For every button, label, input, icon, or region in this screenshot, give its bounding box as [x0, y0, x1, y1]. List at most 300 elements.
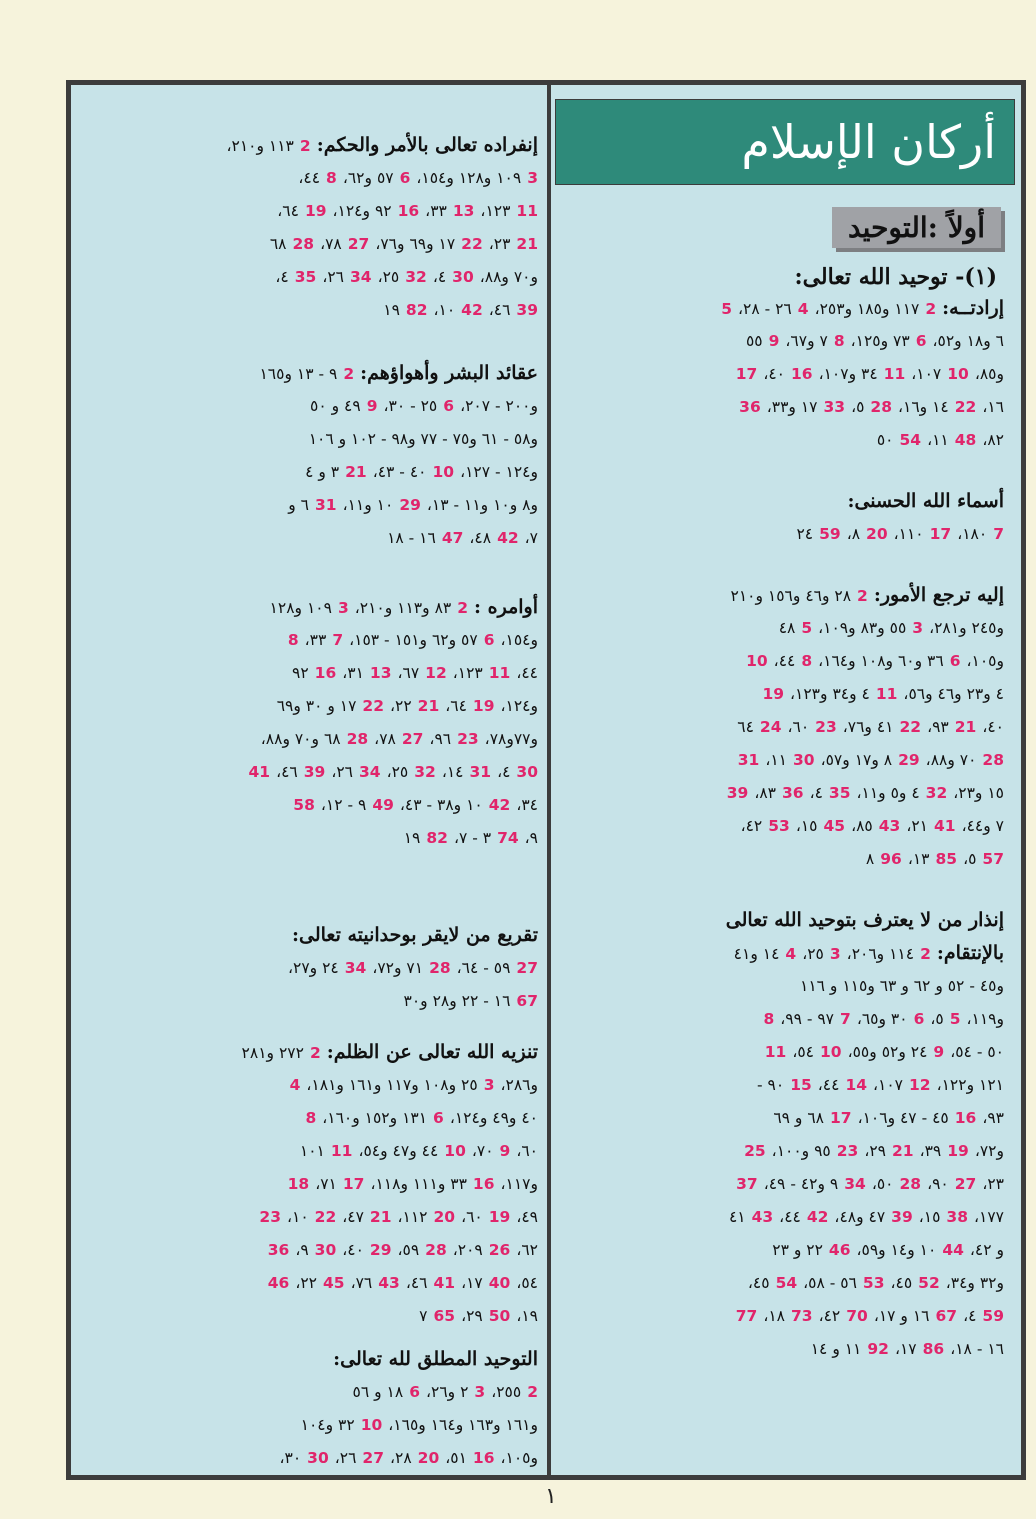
surah-number: 19	[472, 697, 495, 715]
index-line	[563, 1102, 1007, 1135]
index-line	[563, 292, 1007, 325]
surah-number: 12	[425, 664, 447, 682]
verse-numbers: و٧٠ و٨٨،	[479, 268, 538, 286]
surah-number: 32	[414, 763, 436, 781]
surah-number: 21	[345, 463, 367, 481]
verse-numbers: ٧	[419, 1307, 428, 1325]
surah-number: 54	[775, 1274, 798, 1292]
surah-number: 16	[397, 202, 420, 220]
verse-numbers: ١٢٣،	[452, 664, 483, 682]
surah-number: 39	[516, 301, 538, 319]
surah-number: 17	[929, 525, 952, 543]
verse-numbers: ٧ و٦٧،	[785, 332, 828, 350]
verse-numbers: ٤٠،	[342, 1241, 364, 1259]
surah-number: 21	[417, 697, 440, 715]
verse-numbers: و٢٤٥ و٢٨١،	[929, 619, 1004, 637]
verse-numbers: و١٠٥،	[500, 1449, 538, 1467]
surah-number: 21	[954, 718, 977, 736]
verse-numbers: ١١٤ و٢٠٦،	[846, 945, 915, 963]
verse-numbers: ٢٤	[796, 525, 814, 543]
surah-number: 2	[925, 300, 937, 318]
surah-number: 6	[443, 397, 455, 415]
index-line	[81, 261, 541, 294]
verse-numbers: ١٠ و١٤ و٥٩،	[856, 1241, 937, 1259]
index-section	[563, 292, 1007, 457]
verse-numbers: و١٢٤،	[500, 697, 538, 715]
index-line	[563, 1267, 1007, 1300]
verse-numbers: ٢٥ - ٣٠،	[383, 397, 438, 415]
verse-numbers: ٤٨	[778, 619, 796, 637]
surah-number: 9	[768, 332, 780, 350]
verse-numbers: ٥٧ و٦٢،	[342, 169, 394, 187]
verse-numbers: ٥٧ و٦٢ و١٥١ - ١٥٣،	[349, 631, 478, 649]
verse-numbers: ٥،	[851, 398, 865, 416]
verse-numbers: ٧٠،	[471, 1142, 494, 1160]
index-line	[81, 129, 541, 162]
surah-number: 30	[314, 1241, 337, 1259]
verse-numbers: و٣٢ و٣٤،	[945, 1274, 1004, 1292]
verse-numbers: ١٩،	[516, 1307, 538, 1325]
surah-number: 46	[267, 1274, 290, 1292]
surah-number: 54	[899, 431, 922, 449]
verse-numbers: ٤٤،	[817, 1076, 840, 1094]
verse-numbers: ٤٤،	[773, 652, 796, 670]
verse-numbers: ٥٦ - ٥٨،	[803, 1274, 857, 1292]
surah-number: 5	[949, 1010, 961, 1028]
verse-numbers: ٨ و١٧ و٥٧،	[820, 751, 893, 769]
surah-number: 43	[751, 1208, 774, 1226]
verse-numbers: ٣٣،	[304, 631, 327, 649]
verse-numbers: ٤٧ و٤٨،	[834, 1208, 886, 1226]
surah-number: 19	[304, 202, 327, 220]
index-line	[563, 937, 1007, 970]
index-line	[563, 711, 1007, 744]
index-line	[563, 970, 1007, 1003]
surah-number: 3	[474, 1383, 486, 1401]
verse-numbers: ١٧ و ٣٠ و٦٩	[276, 697, 357, 715]
verse-numbers: ١٩	[383, 301, 400, 319]
verse-numbers: ٩،	[295, 1241, 309, 1259]
verse-numbers: ٦٨	[269, 235, 287, 253]
verse-numbers: ١٠٧،	[911, 365, 942, 383]
index-line	[81, 1343, 541, 1376]
surah-number: 18	[287, 1175, 310, 1193]
verse-numbers: ١٥،	[918, 1208, 941, 1226]
verse-numbers: و١١٩،	[966, 1010, 1004, 1028]
surah-number: 13	[369, 664, 392, 682]
index-line	[563, 518, 1007, 551]
verse-numbers: ٦٨ و٧٠ و٨٨،	[260, 730, 341, 748]
surah-number: 34	[350, 268, 372, 286]
surah-number: 25	[744, 1142, 766, 1160]
index-section	[81, 129, 541, 327]
index-section	[563, 904, 1007, 1366]
entry-heading: التوحيد المطلق لله تعالى:	[333, 1348, 538, 1370]
surah-number: 34	[359, 763, 381, 781]
surah-number: 3	[527, 169, 538, 187]
surah-number: 16	[791, 365, 813, 383]
verse-numbers: ٣٠،	[279, 1449, 302, 1467]
verse-numbers: ٤ و٣٤ و١٢٣،	[790, 685, 870, 703]
verse-numbers: ٤،	[275, 268, 289, 286]
surah-number: 50	[488, 1307, 511, 1325]
verse-numbers: و١١٧،	[500, 1175, 538, 1193]
entry-heading: إنفراده تعالى بالأمر والحكم:	[316, 134, 538, 156]
verse-numbers: ٨	[865, 850, 875, 868]
verse-numbers: ٤٠ و٤٩ و١٢٤،	[449, 1109, 538, 1127]
index-line	[81, 1300, 541, 1333]
surah-number: 22	[461, 235, 483, 253]
verse-numbers: ٧٣ و١٢٥،	[850, 332, 910, 350]
surah-number: 23	[815, 718, 837, 736]
index-line	[81, 1201, 541, 1234]
verse-numbers: ٤،	[432, 268, 447, 286]
verse-numbers: ٥٤،	[792, 1043, 815, 1061]
index-line	[81, 624, 541, 657]
surah-number: 23	[836, 1142, 859, 1160]
entry-heading: تنزيه الله تعالى عن الظلم:	[326, 1041, 538, 1063]
surah-number: 14	[845, 1076, 868, 1094]
verse-numbers: ٢٥،	[377, 268, 400, 286]
surah-number: 5	[721, 300, 732, 318]
surah-number: 19	[762, 685, 785, 703]
verse-numbers: ٤٢،	[818, 1307, 841, 1325]
surah-number: 43	[378, 1274, 400, 1292]
verse-numbers: ٧١ و٧٢،	[372, 959, 424, 977]
surah-number: 52	[918, 1274, 940, 1292]
verse-numbers: ٤٠،	[982, 718, 1004, 736]
index-line	[563, 1234, 1007, 1267]
surah-number: 10	[444, 1142, 466, 1160]
verse-numbers: ٥١،	[445, 1449, 467, 1467]
verse-numbers: و٢٨٦،	[500, 1076, 538, 1094]
verse-numbers: ٢٩،	[461, 1307, 483, 1325]
verse-numbers: و٧٧و٧٨،	[484, 730, 538, 748]
entry-heading: إليه ترجع الأمور:	[873, 584, 1004, 606]
surah-number: 96	[880, 850, 902, 868]
verse-numbers: و٨ و١٠ و١١ - ١٣،	[426, 496, 538, 514]
verse-numbers: ١٤ و٤١	[733, 945, 780, 963]
verse-numbers: ٧٨،	[374, 730, 396, 748]
surah-number: 10	[820, 1043, 842, 1061]
verse-numbers: ٩٠ -	[757, 1076, 785, 1094]
verse-numbers: ٢٥،	[802, 945, 824, 963]
surah-number: 8	[305, 1109, 317, 1127]
surah-number: 3	[483, 1076, 495, 1094]
surah-number: 2	[527, 1383, 538, 1401]
verse-numbers: و٥٨ - ٦١ و٧٥ - ٧٧ و٩٨ - ١٠٢ و ١٠٦	[308, 430, 538, 448]
verse-numbers: ٦٤،	[277, 202, 299, 220]
verse-numbers: ٢٢،	[295, 1274, 317, 1292]
index-line	[563, 424, 1007, 457]
verse-numbers: ١٠ و١١،	[342, 496, 394, 514]
verse-numbers: ٦٤،	[445, 697, 467, 715]
verse-numbers: ٧٦،	[350, 1274, 373, 1292]
index-line	[81, 228, 541, 261]
verse-numbers: ٤٤ و٤٧ و٥٤،	[358, 1142, 439, 1160]
verse-numbers: ٢٤ و٥٢ و٥٥،	[847, 1043, 928, 1061]
surah-number: 67	[516, 992, 538, 1010]
surah-number: 82	[426, 829, 448, 847]
surah-number: 2	[343, 365, 355, 383]
verse-numbers: ١٣،	[907, 850, 930, 868]
verse-numbers: ٤٨،	[469, 529, 492, 547]
verse-numbers: ١٦ و ١٧،	[873, 1307, 930, 1325]
verse-numbers: ١٥،	[795, 817, 818, 835]
verse-numbers: ٤٥،	[890, 1274, 913, 1292]
verse-numbers: ١٦ - ١٨،	[950, 1340, 1004, 1358]
banner-title: أركان الإسلام	[741, 115, 996, 169]
surah-number: 28	[899, 1175, 922, 1193]
surah-number: 31	[314, 496, 337, 514]
surah-number: 29	[399, 496, 421, 514]
verse-numbers: ١١٧ و١٨٥ و٢٥٣،	[814, 300, 920, 318]
verse-numbers: ٤ و٥ و١١،	[856, 784, 920, 802]
surah-number: 28	[982, 751, 1004, 769]
left-sections	[81, 129, 541, 1475]
surah-number: 28	[870, 398, 892, 416]
surah-number: 45	[823, 817, 846, 835]
index-section	[563, 579, 1007, 876]
surah-number: 27	[362, 1449, 384, 1467]
surah-number: 34	[344, 959, 367, 977]
verse-numbers: ٢٠٩،	[452, 1241, 483, 1259]
surah-number: 6	[409, 1383, 420, 1401]
verse-numbers: ٢٢،	[390, 697, 412, 715]
surah-number: 29	[369, 1241, 392, 1259]
surah-number: 86	[922, 1340, 945, 1358]
verse-numbers: ٩،	[524, 829, 538, 847]
verse-numbers: و٨٥،	[974, 365, 1004, 383]
surah-number: 30	[452, 268, 474, 286]
verse-numbers: ٣٣ و١١١ و١١٨،	[370, 1175, 467, 1193]
verse-numbers: ٧١،	[315, 1175, 337, 1193]
verse-numbers: ١٢١ و١٢٢،	[936, 1076, 1004, 1094]
surah-number: 21	[516, 235, 538, 253]
surah-number: 22	[362, 697, 384, 715]
surah-number: 39	[303, 763, 326, 781]
verse-numbers: ١٤،	[441, 763, 464, 781]
verse-numbers: ١٦ - ٢٢ و٢٨ و٣٠	[403, 992, 511, 1010]
right-sections	[563, 292, 1007, 1366]
verse-numbers: و ٤٢،	[969, 1241, 1004, 1259]
surah-number: 40	[488, 1274, 511, 1292]
index-line	[563, 1333, 1007, 1366]
verse-numbers: ٤٠ - ٤٣،	[372, 463, 427, 481]
surah-number: 46	[828, 1241, 851, 1259]
verse-numbers: ٩٧ - ٩٩،	[780, 1010, 835, 1028]
verse-numbers: ٩٥ و١٠٠،	[771, 1142, 831, 1160]
entry-heading: عقائد البشر وأهواؤهم:	[360, 362, 538, 384]
surah-number: 31	[469, 763, 492, 781]
index-line	[563, 391, 1007, 424]
verse-numbers: ١٠٧،	[873, 1076, 904, 1094]
verse-numbers: ٤١	[728, 1208, 746, 1226]
surah-number: 41	[934, 817, 956, 835]
verse-numbers: ١١،	[765, 751, 788, 769]
surah-number: 8	[833, 332, 845, 350]
verse-numbers: ٤٥ - ٤٧ و١٠٦،	[857, 1109, 949, 1127]
verse-numbers: ٦٠،	[787, 718, 810, 736]
verse-numbers: ١٤ و١٦،	[898, 398, 949, 416]
index-line	[81, 822, 541, 855]
index-line	[81, 756, 541, 789]
verse-numbers: ٤،	[809, 784, 823, 802]
index-line	[81, 1376, 541, 1409]
index-line	[81, 294, 541, 327]
verse-numbers: ٤٤،	[516, 664, 538, 682]
verse-numbers: ١٠٩ و١٢٨	[269, 599, 332, 617]
index-line	[81, 522, 541, 555]
surah-number: 57	[982, 850, 1004, 868]
verse-numbers: ٩٣،	[982, 1109, 1004, 1127]
verse-numbers: ٤ و٢٣ و٤٦ و٥٦،	[903, 685, 1004, 703]
verse-numbers: ٧٠ و٨٨،	[925, 751, 977, 769]
surah-number: 10	[432, 463, 455, 481]
surah-number: 9	[366, 397, 378, 415]
entry-heading: بالإنتقام:	[936, 942, 1004, 964]
verse-numbers: ١٧٧،	[974, 1208, 1004, 1226]
index-line	[81, 1442, 541, 1475]
surah-number: 29	[898, 751, 920, 769]
verse-numbers: ٢٨،	[390, 1449, 412, 1467]
surah-number: 16	[472, 1175, 495, 1193]
surah-number: 23	[259, 1208, 281, 1226]
verse-numbers: و٤٥ - ٥٢ و ٦٢ و ٦٣ و١١٥ و ١١٦	[800, 977, 1004, 995]
surah-number: 30	[307, 1449, 329, 1467]
index-line	[81, 985, 541, 1018]
verse-numbers: ٣٢ و١٠٤	[300, 1416, 355, 1434]
verse-numbers: و٢٠٠ - ٢٠٧،	[460, 397, 538, 415]
index-line	[563, 325, 1007, 358]
surah-number: 10	[746, 652, 768, 670]
verse-numbers: ٤،	[497, 763, 511, 781]
surah-number: 53	[862, 1274, 885, 1292]
entry-heading: أوامره :	[474, 596, 538, 618]
surah-number: 44	[942, 1241, 964, 1259]
surah-number: 59	[982, 1307, 1004, 1325]
surah-number: 20	[417, 1449, 440, 1467]
surah-number: 17	[829, 1109, 852, 1127]
surah-number: 16	[472, 1449, 495, 1467]
surah-number: 22	[314, 1208, 337, 1226]
verse-numbers: ١١٢،	[397, 1208, 428, 1226]
verse-numbers: ٤١ و٧٦،	[842, 718, 894, 736]
index-line	[81, 1168, 541, 1201]
surah-number: 39	[891, 1208, 913, 1226]
index-line	[81, 1135, 541, 1168]
verse-numbers: ١١٠،	[893, 525, 924, 543]
verse-numbers: و١٦١ و١٦٣ و١٦٤ و١٦٥،	[388, 1416, 538, 1434]
surah-number: 6	[399, 169, 411, 187]
surah-number: 6	[433, 1109, 444, 1127]
surah-number: 9	[933, 1043, 945, 1061]
surah-number: 59	[819, 525, 841, 543]
surah-number: 47	[441, 529, 464, 547]
verse-numbers: ١٩	[403, 829, 421, 847]
index-line	[81, 195, 541, 228]
verse-numbers: ٤٦،	[405, 1274, 428, 1292]
verse-numbers: ١١،	[927, 431, 949, 449]
verse-numbers: ١٠ و٣٨ - ٤٣،	[399, 796, 483, 814]
verse-numbers: ٥٩،	[397, 1241, 420, 1259]
surah-number: 42	[488, 796, 511, 814]
surah-number: 42	[806, 1208, 829, 1226]
surah-number: 48	[954, 431, 977, 449]
index-line	[563, 1069, 1007, 1102]
verse-numbers: ٢٨ و٤٦ و١٥٦ و٢١٠	[730, 587, 852, 605]
surah-number: 42	[461, 301, 483, 319]
surah-number: 30	[516, 763, 538, 781]
surah-number: 27	[516, 959, 538, 977]
surah-number: 6	[915, 332, 927, 350]
surah-number: 37	[736, 1175, 758, 1193]
verse-numbers: ٦ و١٨ و٥٢،	[932, 332, 1004, 350]
index-section	[81, 357, 541, 555]
index-line	[563, 1300, 1007, 1333]
surah-number: 39	[726, 784, 749, 802]
surah-number: 19	[488, 1208, 511, 1226]
index-line	[81, 723, 541, 756]
index-line	[563, 1168, 1007, 1201]
verse-numbers: ٨٣،	[754, 784, 776, 802]
surah-number: 2	[299, 137, 311, 155]
verse-numbers: ٣١،	[342, 664, 364, 682]
surah-number: 16	[954, 1109, 977, 1127]
surah-number: 43	[878, 817, 901, 835]
verse-numbers: ٤٧،	[342, 1208, 364, 1226]
surah-number: 11	[488, 664, 511, 682]
verse-numbers: ٢٣،	[982, 1175, 1004, 1193]
surah-number: 22	[954, 398, 977, 416]
section-subtitle: أولاً :التوحيد	[832, 207, 1001, 248]
verse-numbers: ٥،	[963, 850, 977, 868]
surah-number: 2	[457, 599, 469, 617]
surah-number: 16	[314, 664, 337, 682]
verse-numbers: ٦٢،	[516, 1241, 538, 1259]
entry-heading: أسماء الله الحسنى:	[847, 490, 1004, 512]
surah-number: 30	[793, 751, 815, 769]
index-section	[81, 591, 541, 855]
surah-number: 9	[499, 1142, 511, 1160]
verse-numbers: ٢٦،	[322, 268, 344, 286]
verse-numbers: ٦ و	[288, 496, 309, 514]
index-line	[563, 358, 1007, 391]
surah-number: 58	[293, 796, 315, 814]
verse-numbers: ٤٩ و ٥٠	[310, 397, 361, 415]
index-line	[81, 357, 541, 390]
entry-heading: إرادتــه:	[942, 297, 1004, 319]
surah-number: 38	[946, 1208, 968, 1226]
index-line	[563, 485, 1007, 518]
surah-number: 17	[735, 365, 758, 383]
verse-numbers: ٢٥ و١٠٨ و١١٧ و١٦١ و١٨١،	[306, 1076, 478, 1094]
surah-number: 12	[909, 1076, 931, 1094]
index-line	[81, 423, 541, 456]
surah-number: 28	[429, 959, 451, 977]
index-line	[81, 1102, 541, 1135]
surah-number: 3	[829, 945, 841, 963]
index-line	[81, 690, 541, 723]
index-line	[563, 777, 1007, 810]
verse-numbers: ٧،	[524, 529, 538, 547]
surah-number: 2	[857, 587, 868, 605]
verse-numbers: ٨٢،	[982, 431, 1004, 449]
verse-numbers: ٤،	[963, 1307, 977, 1325]
verse-numbers: ١٠٩ و١٢٨ و١٥٤،	[416, 169, 522, 187]
surah-number: 21	[892, 1142, 914, 1160]
verse-numbers: ٥٩ - ٦٤،	[456, 959, 511, 977]
